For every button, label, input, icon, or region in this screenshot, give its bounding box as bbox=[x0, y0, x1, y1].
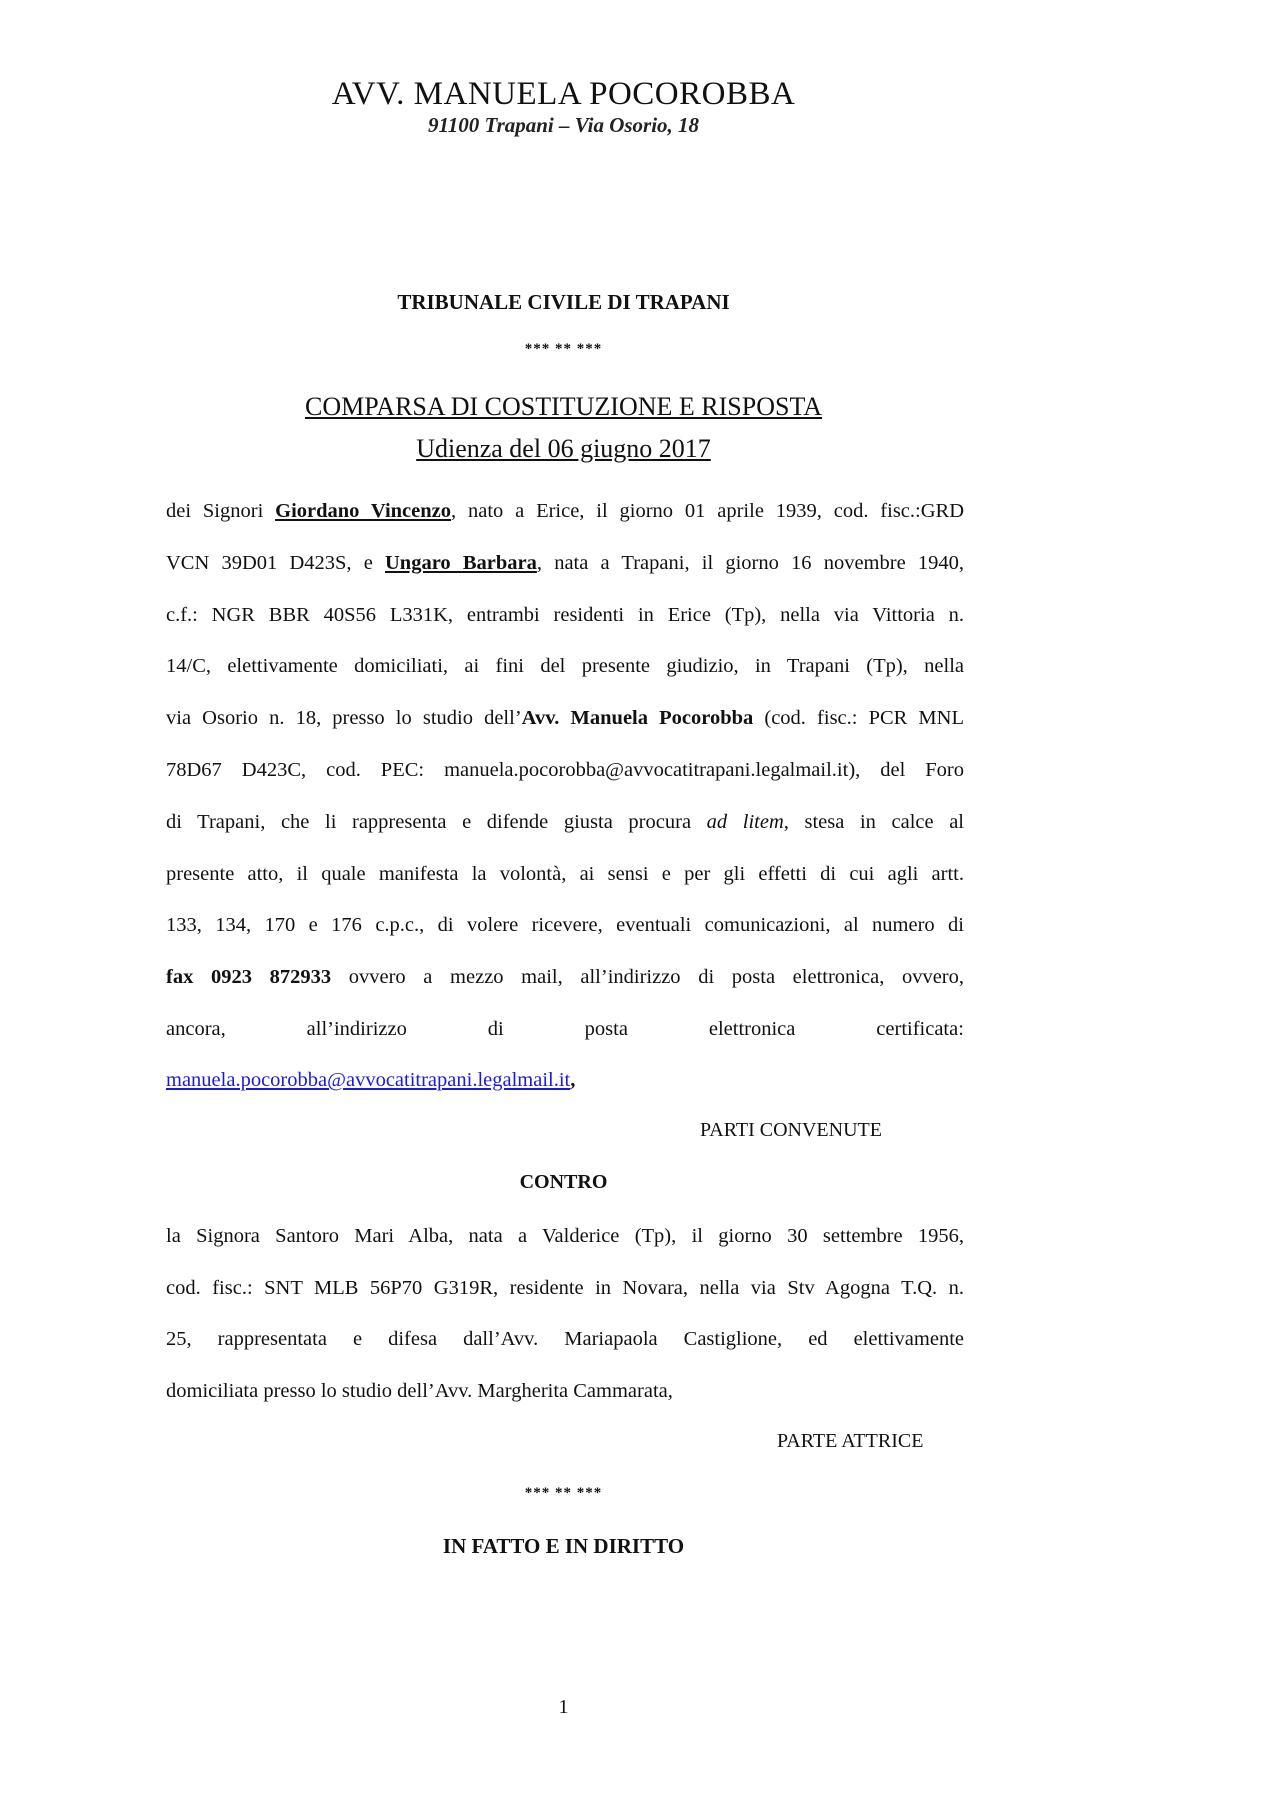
opponent-line-4: domiciliata presso lo studio dell’Avv. Margherita Cammarata, bbox=[166, 1380, 673, 1402]
fax-number: fax 0923 872933 bbox=[166, 966, 332, 988]
ad-litem-text: ad litem bbox=[706, 811, 784, 833]
intro-line-2: VCN 39D01 D423S, e Ungaro Barbara, nata a Trapani, il giorno 16 novembre 1940, bbox=[166, 552, 964, 574]
letterhead-name: AVV. MANUELA POCOROBBA bbox=[331, 76, 796, 112]
defendants-label: PARTI CONVENUTE bbox=[700, 1119, 882, 1141]
facts-heading: IN FATTO E IN DIRITTO bbox=[442, 1534, 685, 1558]
intro-line-11: ancora, all’indirizzo di posta elettronica certificata: bbox=[166, 1018, 964, 1040]
letterhead-address: 91100 Trapani – Via Osorio, 18 bbox=[427, 113, 700, 137]
opponent-line-3: 25, rappresentata e difesa dall’Avv. Mariapaola Castiglione, ed elettivamente bbox=[166, 1328, 964, 1350]
intro-line-8: presente atto, il quale manifesta la volontà, ai sensi e per gli effetti di cui agli artt. bbox=[166, 863, 964, 885]
court-heading: TRIBUNALE CIVILE DI TRAPANI bbox=[397, 290, 730, 314]
separator-bottom: *** ** *** bbox=[524, 1485, 603, 1501]
intro-line-7: di Trapani, che li rappresenta e difende giusta procura ad litem, stesa in calce al bbox=[166, 811, 965, 833]
hearing-date: Udienza del 06 giugno 2017 bbox=[416, 434, 711, 463]
opponent-line-1: la Signora Santoro Mari Alba, nata a Valderice (Tp), il giorno 30 settembre 1956, bbox=[166, 1225, 964, 1247]
intro-line-1: dei Signori Giordano Vincenzo, nato a Erice, il giorno 01 aprile 1939, cod. fisc.:GRD bbox=[166, 500, 965, 522]
party-name-1: Giordano Vincenzo bbox=[275, 500, 451, 522]
document-title: COMPARSA DI COSTITUZIONE E RISPOSTA bbox=[304, 392, 823, 421]
intro-line-3: c.f.: NGR BBR 40S56 L331K, entrambi residenti in Erice (Tp), nella via Vittoria n. bbox=[166, 604, 964, 626]
opponent-line-2: cod. fisc.: SNT MLB 56P70 G319R, residente in Novara, nella via Stv Agogna T.Q. n. bbox=[166, 1277, 964, 1299]
intro-line-6: 78D67 D423C, cod. PEC: manuela.pocorobba@avvocatitrapani.legalmail.it), del Foro bbox=[166, 759, 964, 781]
pec-email-link[interactable]: manuela.pocorobba@avvocatitrapani.legalmail.it bbox=[166, 1069, 571, 1091]
party-name-2: Ungaro Barbara bbox=[385, 552, 537, 574]
page-number: 1 bbox=[558, 1696, 569, 1718]
intro-line-10: fax 0923 872933 ovvero a mezzo mail, all’indirizzo di posta elettronica, ovvero, bbox=[166, 966, 965, 988]
plaintiff-label: PARTE ATTRICE bbox=[777, 1430, 924, 1452]
separator-top: *** ** *** bbox=[524, 341, 603, 357]
contro-heading: CONTRO bbox=[519, 1171, 608, 1193]
intro-line-12: manuela.pocorobba@avvocatitrapani.legalmail.it, bbox=[166, 1069, 576, 1091]
intro-line-4: 14/C, elettivamente domiciliati, ai fini del presente giudizio, in Trapani (Tp), nella bbox=[166, 655, 964, 677]
intro-line-9: 133, 134, 170 e 176 c.p.c., di volere ricevere, eventuali comunicazioni, al numero di bbox=[166, 914, 964, 936]
lawyer-name: Avv. Manuela Pocorobba bbox=[521, 707, 754, 729]
intro-line-5: via Osorio n. 18, presso lo studio dell’Avv. Manuela Pocorobba (cod. fisc.: PCR MNL bbox=[166, 707, 964, 729]
